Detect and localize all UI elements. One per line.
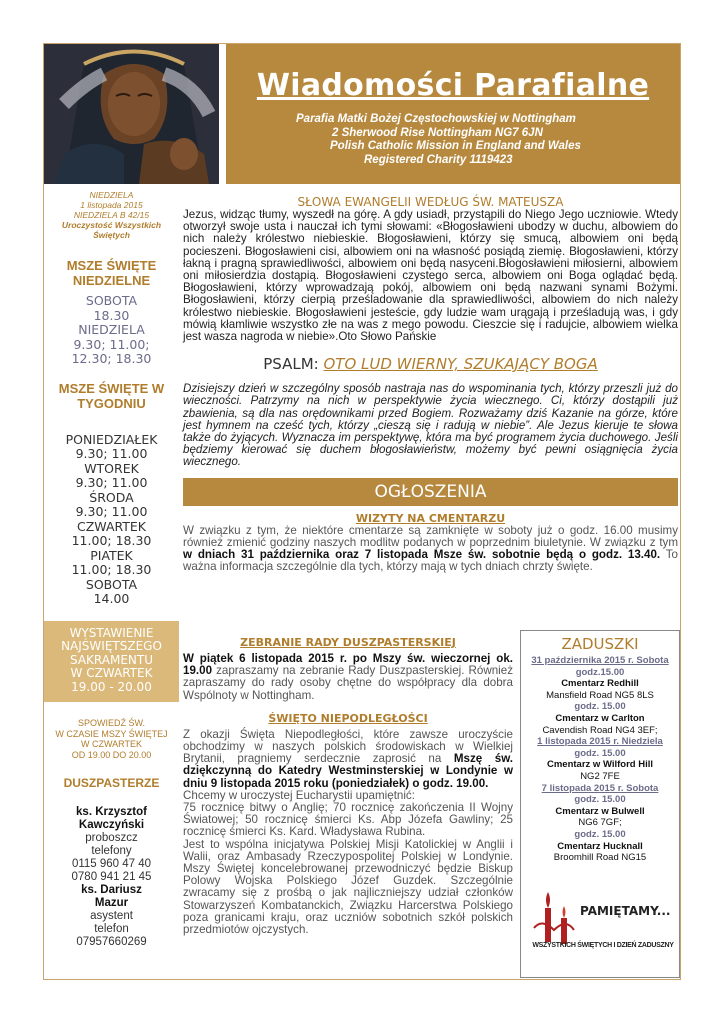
text-span: zapraszamy na zebranie Rady Duszpasterskiej. Również zapraszamy do rady osoby chętne do współpracy dla dobra Wspólnoty w Nottingham. xyxy=(183,664,513,702)
confession-line: W CZASIE MSZY ŚWIĘTEJ xyxy=(55,728,168,739)
cemetery-name: Cmentarz Redhill xyxy=(561,678,639,690)
pastor-name: Mazur xyxy=(94,897,129,909)
independence-text xyxy=(183,729,513,936)
times-line: SOBOTA xyxy=(85,293,138,308)
sunday-mass-heading: MSZE ŚWIĘTE NIEDZIELNE xyxy=(66,258,157,288)
times-line: 9.30; 11.00; xyxy=(73,336,150,352)
pastor-role: proboszcz xyxy=(85,832,138,844)
council-text xyxy=(183,653,513,702)
pastor-name: ks. Krzysztof xyxy=(76,806,147,818)
cemetery-address: Cavendish Road NG4 3EF; xyxy=(542,724,658,736)
phone-label: telefon xyxy=(94,923,129,935)
all-souls-title: ZADUSZKI xyxy=(561,635,639,653)
main-column xyxy=(183,190,678,573)
text-span: Z okazji Święta Niepodległości, które zawsze uroczyście obchodzimy w naszych polskich środowiskach w Wielkiej Brytanii, pragniemy serdecznie zaprosić na xyxy=(183,727,513,766)
times-line: 9.30; 11.00 xyxy=(75,446,148,461)
phone-number: 07957660269 xyxy=(76,936,147,948)
text-line: Jest to wspólna inicjatywa Polskiej Misji Katolickiej w Anglii i Walii, oraz Ambasady Rzeczypospolitej Polskiej w Londynie. Mszy Świętej koncelebrowanej przewodniczyć będzie Biskup Polowy Wojska Polskiego Józef Guzdek. Szczególnie zwracamy się z prośbą o jak najliczniejszy udział członków Stowarzyszeń Kombatanckich, Związku Harcerstwa Polskiego poza granicami kraju, oraz uczniów sobotnich szkół polskich przedmiotów ojczystych. xyxy=(183,837,513,937)
adoration-panel xyxy=(44,621,179,703)
text-line: Chcemy w uroczystej Eucharystii upamiętnić: xyxy=(183,788,415,802)
adoration-line: 19.00 - 20.00 xyxy=(71,679,152,694)
pastor-role: asystent xyxy=(90,910,133,922)
confession-line: OD 19.00 DO 20.00 xyxy=(71,749,152,760)
psalm-title: OTO LUD WIERNY, SZUKAJĄCY BOGA xyxy=(323,355,598,374)
cemetery-address: NG6 7GF; xyxy=(578,817,622,829)
cemetery-address: Mansfield Road NG5 8LS xyxy=(546,689,654,701)
psalm-heading xyxy=(183,355,678,373)
times-line: ŚRODA xyxy=(89,489,134,505)
sunday-mass-times xyxy=(44,294,179,367)
times-line: NIEDZIELA xyxy=(78,322,145,337)
cemetery-address: Broomhill Road NG15 xyxy=(553,852,647,864)
adoration-line: WYSTAWIENIE xyxy=(69,625,154,640)
text-bold: W piątek 6 listopada 2015 r. po Mszy św. wieczornej ok. 19.00 xyxy=(183,652,513,678)
cemetery-address: NG2 7FE xyxy=(580,770,620,782)
date-line: NIEDZIELA B 42/15 xyxy=(73,210,150,220)
time-line: godz.15.00 xyxy=(575,666,625,678)
parish-name: Parafia Matki Bożej Częstochowskiej w Nottingham xyxy=(296,113,576,125)
times-line: 11.00; 18.30 xyxy=(71,562,152,577)
gospel-text: Jezus, widząc tłumy, wyszedł na górę. A gdy usiadł, przystąpili do Niego Jego uczniowie. Wtedy otworzył swoje usta i nauczał ich tymi słowami: «Błogosławieni ubodzy w duchu, albowiem do nich należy królestwo niebieskie. Błogosławieni, którzy się smucą, albowiem oni będą pocieszeni. Błogosławieni cisi, albowiem oni na własność posiądą ziemię. Błogosławieni, którzy łakną i pragną sprawiedliwości, albowiem oni będą nasyceni.Błogosławieni miłosierni, albowiem oni miłosierdzia dostąpią. Błogosławieni czystego serca, albowiem oni Boga oglądać będą. Błogosławieni, którzy wprowadzają pokój, albowiem oni będą nazwani synami Bożymi. Błogosławieni, którzy cierpią prześladowanie dla sprawiedliwości, albowiem do nich należy królestwo niebieskie. Błogosławieni jesteście, gdy ludzie wam urągają i prześladują was, i gdy mówią kłamliwie wszystko złe na was z mego powodu. Cieszcie się i radujcie, albowiem wielka jest wasza nagroda w niebie».Oto Słowo Pańskie xyxy=(183,208,678,344)
text-line: 75 rocznicę bitwy o Anglię; 70 rocznicę zakończenia II Wojny Światowej; 50 rocznicę śmierci Ks. Abp Józefa Gawliny; 25 rocznicę śmierci Ks. Kard. Władysława Rubina. xyxy=(183,801,513,839)
cemetery-name: Cmentarz Hucknall xyxy=(557,840,643,852)
times-line: SOBOTA xyxy=(85,576,138,592)
times-line: PIATEK xyxy=(90,547,133,563)
pastors-heading: DUSZPASTERZE xyxy=(63,776,160,790)
pastor-name: ks. Dariusz xyxy=(81,884,142,896)
time-line: godz. 15.00 xyxy=(574,828,626,840)
text-bold: w dniach 31 października oraz 7 listopada Msze św. sobotnie będą o godz. 13.40. xyxy=(183,548,661,562)
cemetery-name: Cmentarz w Wilford Hill xyxy=(546,759,653,771)
madonna-icon-image xyxy=(44,44,219,184)
gospel-heading: SŁOWA EWANGELII WEDŁUG ŚW. MATEUSZA xyxy=(297,195,564,209)
weekday-mass-heading: MSZE ŚWIĘTE W TYGODNIU xyxy=(58,380,165,411)
confession-info xyxy=(44,718,179,760)
pastor-name: Kawczyński xyxy=(78,819,145,831)
times-line: 11.00; 18.30 xyxy=(71,533,152,548)
independence-heading: ŚWIĘTO NIEPODLEGŁOŚCI xyxy=(268,711,428,725)
time-line: godz. 15.00 xyxy=(574,701,626,713)
times-line: 9.30; 11.00 xyxy=(75,504,148,519)
phone-number: 0780 941 21 45 xyxy=(71,871,152,883)
all-souls-schedule xyxy=(521,655,679,864)
remembrance-graphic xyxy=(528,878,678,968)
date-line: 1 listopada 2015 r. Niedziela xyxy=(537,736,663,748)
text-bold: Mszę św. dziękczynną do Katedry Westminsterskiej w Londynie w dniu 9 listopada 2015 roku (poniedziałek) o godz. 19.00. xyxy=(183,752,514,790)
weekday-mass-times xyxy=(44,433,179,607)
cemetery-name: Cmentarz w Bulwell xyxy=(555,805,645,817)
masthead xyxy=(226,44,680,184)
pastors-list xyxy=(44,806,179,949)
psalm-commentary: Dzisiejszy dzień w szczególny sposób nastraja nas do wspominania tych, którzy przeszli już do wieczności. Patrzymy na nich w perspektywie życia wiecznego. Ci, którzy dostąpili już zbawienia, są dla nas orędownikami przed Bogiem. Rozważamy dziś Kazanie na górze, które jest hymnem na cześć tych, którzy „cieszą się i radują w niebie”. Ale Jezus kieruje te słowa także do żyjących. Wyznacza im perspektywę, która ma być programem życia duchowego. Jeśli będziemy kierować się duchem błogosławieństw, możemy być pewni osiągnięcia życia wiecznego. xyxy=(183,382,678,469)
council-heading: ZEBRANIE RADY DUSZPASTERSKIEJ xyxy=(240,636,456,649)
times-line: CZWARTEK xyxy=(76,518,147,534)
times-line: PONIEDZIAŁEK xyxy=(65,431,158,447)
date-line: NIEDZIELA xyxy=(89,190,134,200)
times-line: 12.30; 18.30 xyxy=(71,351,152,366)
psalm-label: PSALM: xyxy=(263,355,324,374)
adoration-line: SAKRAMENTU xyxy=(69,652,153,667)
time-line: godz. 15.00 xyxy=(574,747,626,759)
lower-column xyxy=(183,636,513,936)
confession-line: SPOWIEDŹ ŚW. xyxy=(77,718,145,728)
times-line: 9.30; 11.00 xyxy=(75,475,148,490)
date-line: 7 listopada 2015 r. Sobota xyxy=(541,782,659,794)
remember-label: PAMIĘTAMY... xyxy=(580,904,671,918)
remember-sublabel: WSZYSTKICH ŚWIĘTYCH I DZIEŃ ZADUSZNY xyxy=(532,942,674,949)
charity-number: Registered Charity 1119423 xyxy=(364,153,513,166)
newsletter-title: Wiadomości Parafialne xyxy=(256,68,650,103)
date-line: 31 października 2015 r. Sobota xyxy=(531,655,669,666)
time-line: godz. 15.00 xyxy=(574,794,626,806)
cemetery-visits-heading: WIZYTY NA CMENTARZU xyxy=(355,511,506,525)
sidebar xyxy=(44,190,179,949)
date-line: 1 listopada 2015 xyxy=(80,200,143,210)
times-line: 18.30 xyxy=(93,307,130,323)
confession-line: W CZWARTEK xyxy=(81,739,142,749)
parish-info xyxy=(226,113,680,167)
cemetery-name: Cmentarz w Carlton xyxy=(555,712,645,724)
adoration-line: NAJŚWIĘTSZEGO xyxy=(61,639,162,653)
mission-name: Polish Catholic Mission in England and Wales xyxy=(330,140,581,152)
parish-address: 2 Sherwood Rise Nottingham NG7 6JN xyxy=(332,126,543,139)
text-span: W związku z tym, że niektóre cmentarze są zamknięte w soboty już o godz. 16.00 musimy również zmienić godziny naszych modlitw podanych w poprzednim biuletynie. W związku z tym xyxy=(183,523,678,549)
date-block xyxy=(44,190,179,240)
adoration-line: W CZWARTEK xyxy=(70,666,153,680)
candles-icon xyxy=(528,878,678,968)
times-line: WTOREK xyxy=(84,460,139,476)
announcements-banner: OGŁOSZENIA xyxy=(183,478,678,506)
text-span: To ważna informacja szczególnie dla tych, którzy mają w tych dniach chrzty święte. xyxy=(183,548,679,574)
feast-name: Uroczystość Wszystkich Świętych xyxy=(61,220,162,240)
cemetery-visits-text xyxy=(183,525,678,574)
phone-label: telefony xyxy=(91,845,132,857)
times-line: 14.00 xyxy=(93,591,130,606)
phone-number: 0115 960 47 40 xyxy=(71,858,152,870)
